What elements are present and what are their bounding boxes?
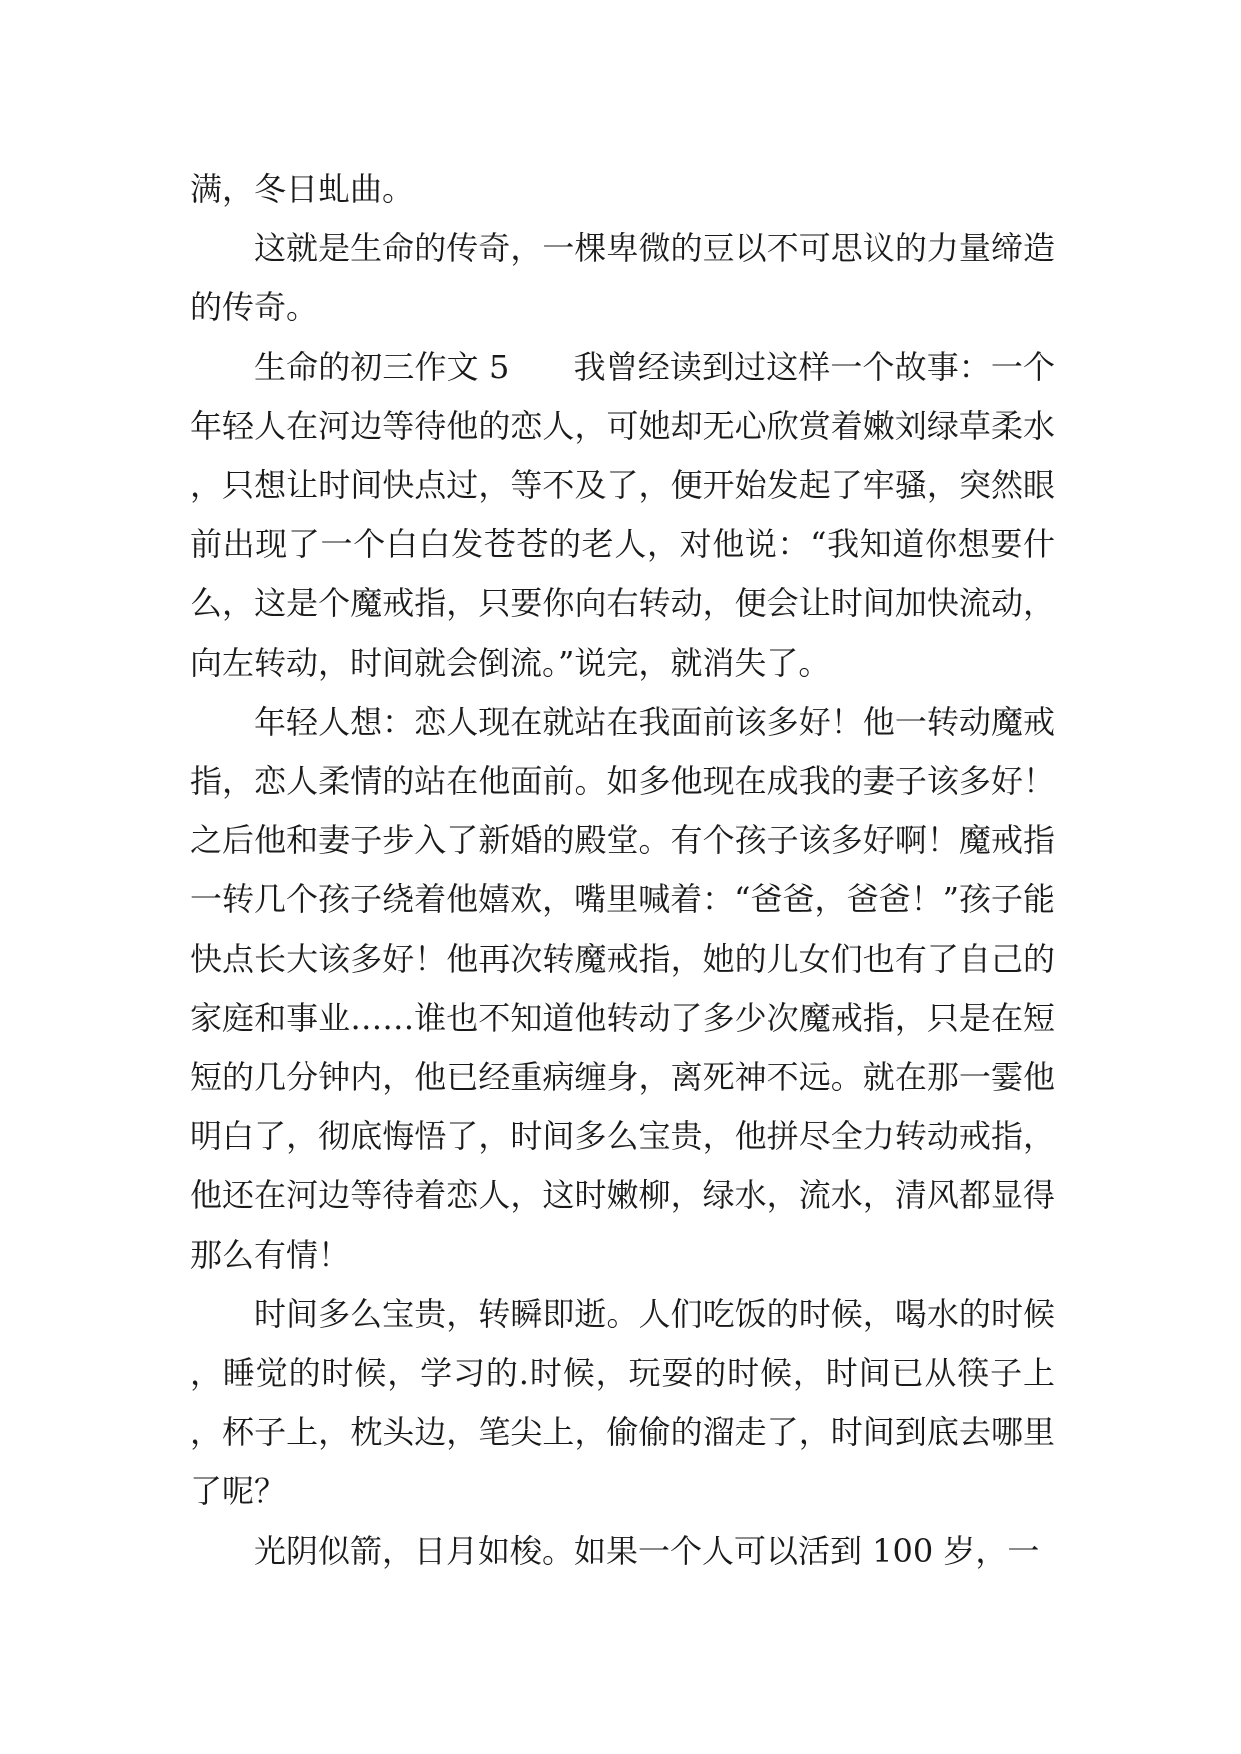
paragraph-1: 满，冬日虬曲。 — [190, 170, 415, 208]
paragraph-2: 这就是生命的传奇，一棵卑微的豆以不可思议的力量缔造的传奇。 — [190, 229, 1055, 327]
paragraph-6: 光阴似箭，日月如梭。如果一个人可以活到 100 岁，一 — [254, 1531, 1040, 1570]
paragraph-5: 时间多么宝贵，转瞬即逝。人们吃饭的时候，喝水的时候，睡觉的时候，学习的.时候，玩耍的时候，时间已从筷子上，杯子上，枕头边，笔尖上，偷偷的溜走了，时间到底去哪里了呢？ — [190, 1294, 1055, 1511]
body-text — [190, 160, 1055, 1581]
paragraph-4: 年轻人想：恋人现在就站在我面前该多好！他一转动魔戒指，恋人柔情的站在他面前。如多他现在成我的妻子该多好！之后他和妻子步入了新婚的殿堂。有个孩子该多好啊！魔戒指一转几个孩子绕着他嬉欢，嘴里喊着：“爸爸，爸爸！”孩子能快点长大该多好！他再次转魔戒指，她的儿女们也有了自己的家庭和事业……谁也不知道他转动了多少次魔戒指，只是在短短的几分钟内，他已经重病缠身，离死神不远。就在那一霎他明白了，彻底悔悟了，时间多么宝贵，他拼尽全力转动戒指，他还在河边等待着恋人，这时嫩柳，绿水，流水，清风都显得那么有情！ — [190, 702, 1055, 1274]
paragraph-3: 生命的初三作文 5 我曾经读到过这样一个故事：一个年轻人在河边等待他的恋人，可她却无心欣赏着嫩刘绿草柔水，只想让时间快点过，等不及了，便开始发起了牢骚，突然眼前出现了一个白白发苍苍的老人，对他说：“我知道你想要什么，这是个魔戒指，只要你向右转动，便会让时间加快流动，向左转动，时间就会倒流。”说完，就消失了。 — [190, 347, 1055, 682]
